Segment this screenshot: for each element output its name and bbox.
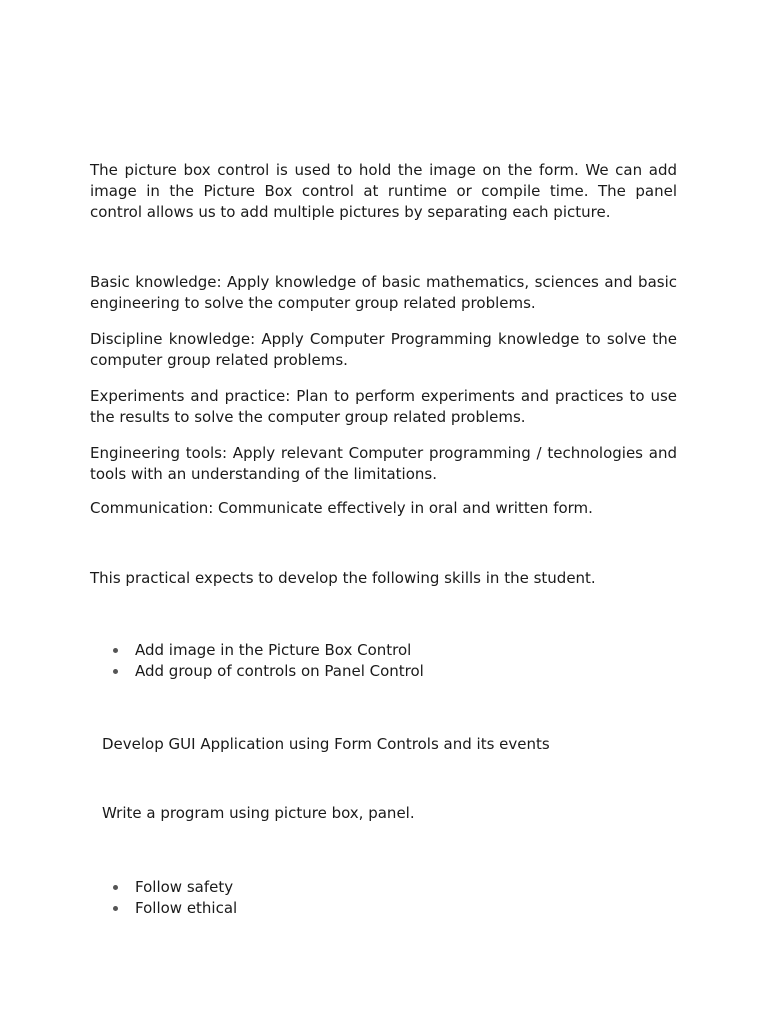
affective-list xyxy=(90,877,237,919)
course-outcome: Develop GUI Application using Form Controls and its events xyxy=(102,735,550,753)
outcome-basic-knowledge: Basic knowledge: Apply knowledge of basic mathematics, sciences and basic engineering to solve the computer group related problems. xyxy=(90,273,677,312)
outcome-engineering-tools: Engineering tools: Apply relevant Computer programming / technologies and tools with an understanding of the limitations. xyxy=(90,444,677,483)
list-item xyxy=(90,877,237,898)
intro-paragraph: The picture box control is used to hold the image on the form. We can add image in the Picture Box control at runtime or compile time. The panel control allows us to add multiple pictures by separating each picture. xyxy=(90,161,677,221)
affective-text: Follow safety xyxy=(135,878,234,896)
affective-text: Follow ethical xyxy=(135,899,238,917)
skills-intro: This practical expects to develop the following skills in the student. xyxy=(90,569,596,587)
bullet-icon xyxy=(113,885,118,890)
list-item xyxy=(90,640,424,661)
outcome-communication: Communication: Communicate effectively in oral and written form. xyxy=(90,499,593,517)
bullet-icon xyxy=(113,906,118,911)
practical-outcome: Write a program using picture box, panel. xyxy=(102,804,415,822)
skills-list xyxy=(90,640,424,682)
skill-text: Add image in the Picture Box Control xyxy=(135,641,412,659)
skill-text: Add group of controls on Panel Control xyxy=(135,662,424,680)
outcome-experiments-practice: Experiments and practice: Plan to perform experiments and practices to use the results to solve the computer group related problems. xyxy=(90,387,677,426)
bullet-icon xyxy=(113,669,118,674)
list-item xyxy=(90,661,424,682)
outcome-discipline-knowledge: Discipline knowledge: Apply Computer Programming knowledge to solve the computer group related problems. xyxy=(90,330,677,369)
list-item xyxy=(90,898,237,919)
bullet-icon xyxy=(113,648,118,653)
